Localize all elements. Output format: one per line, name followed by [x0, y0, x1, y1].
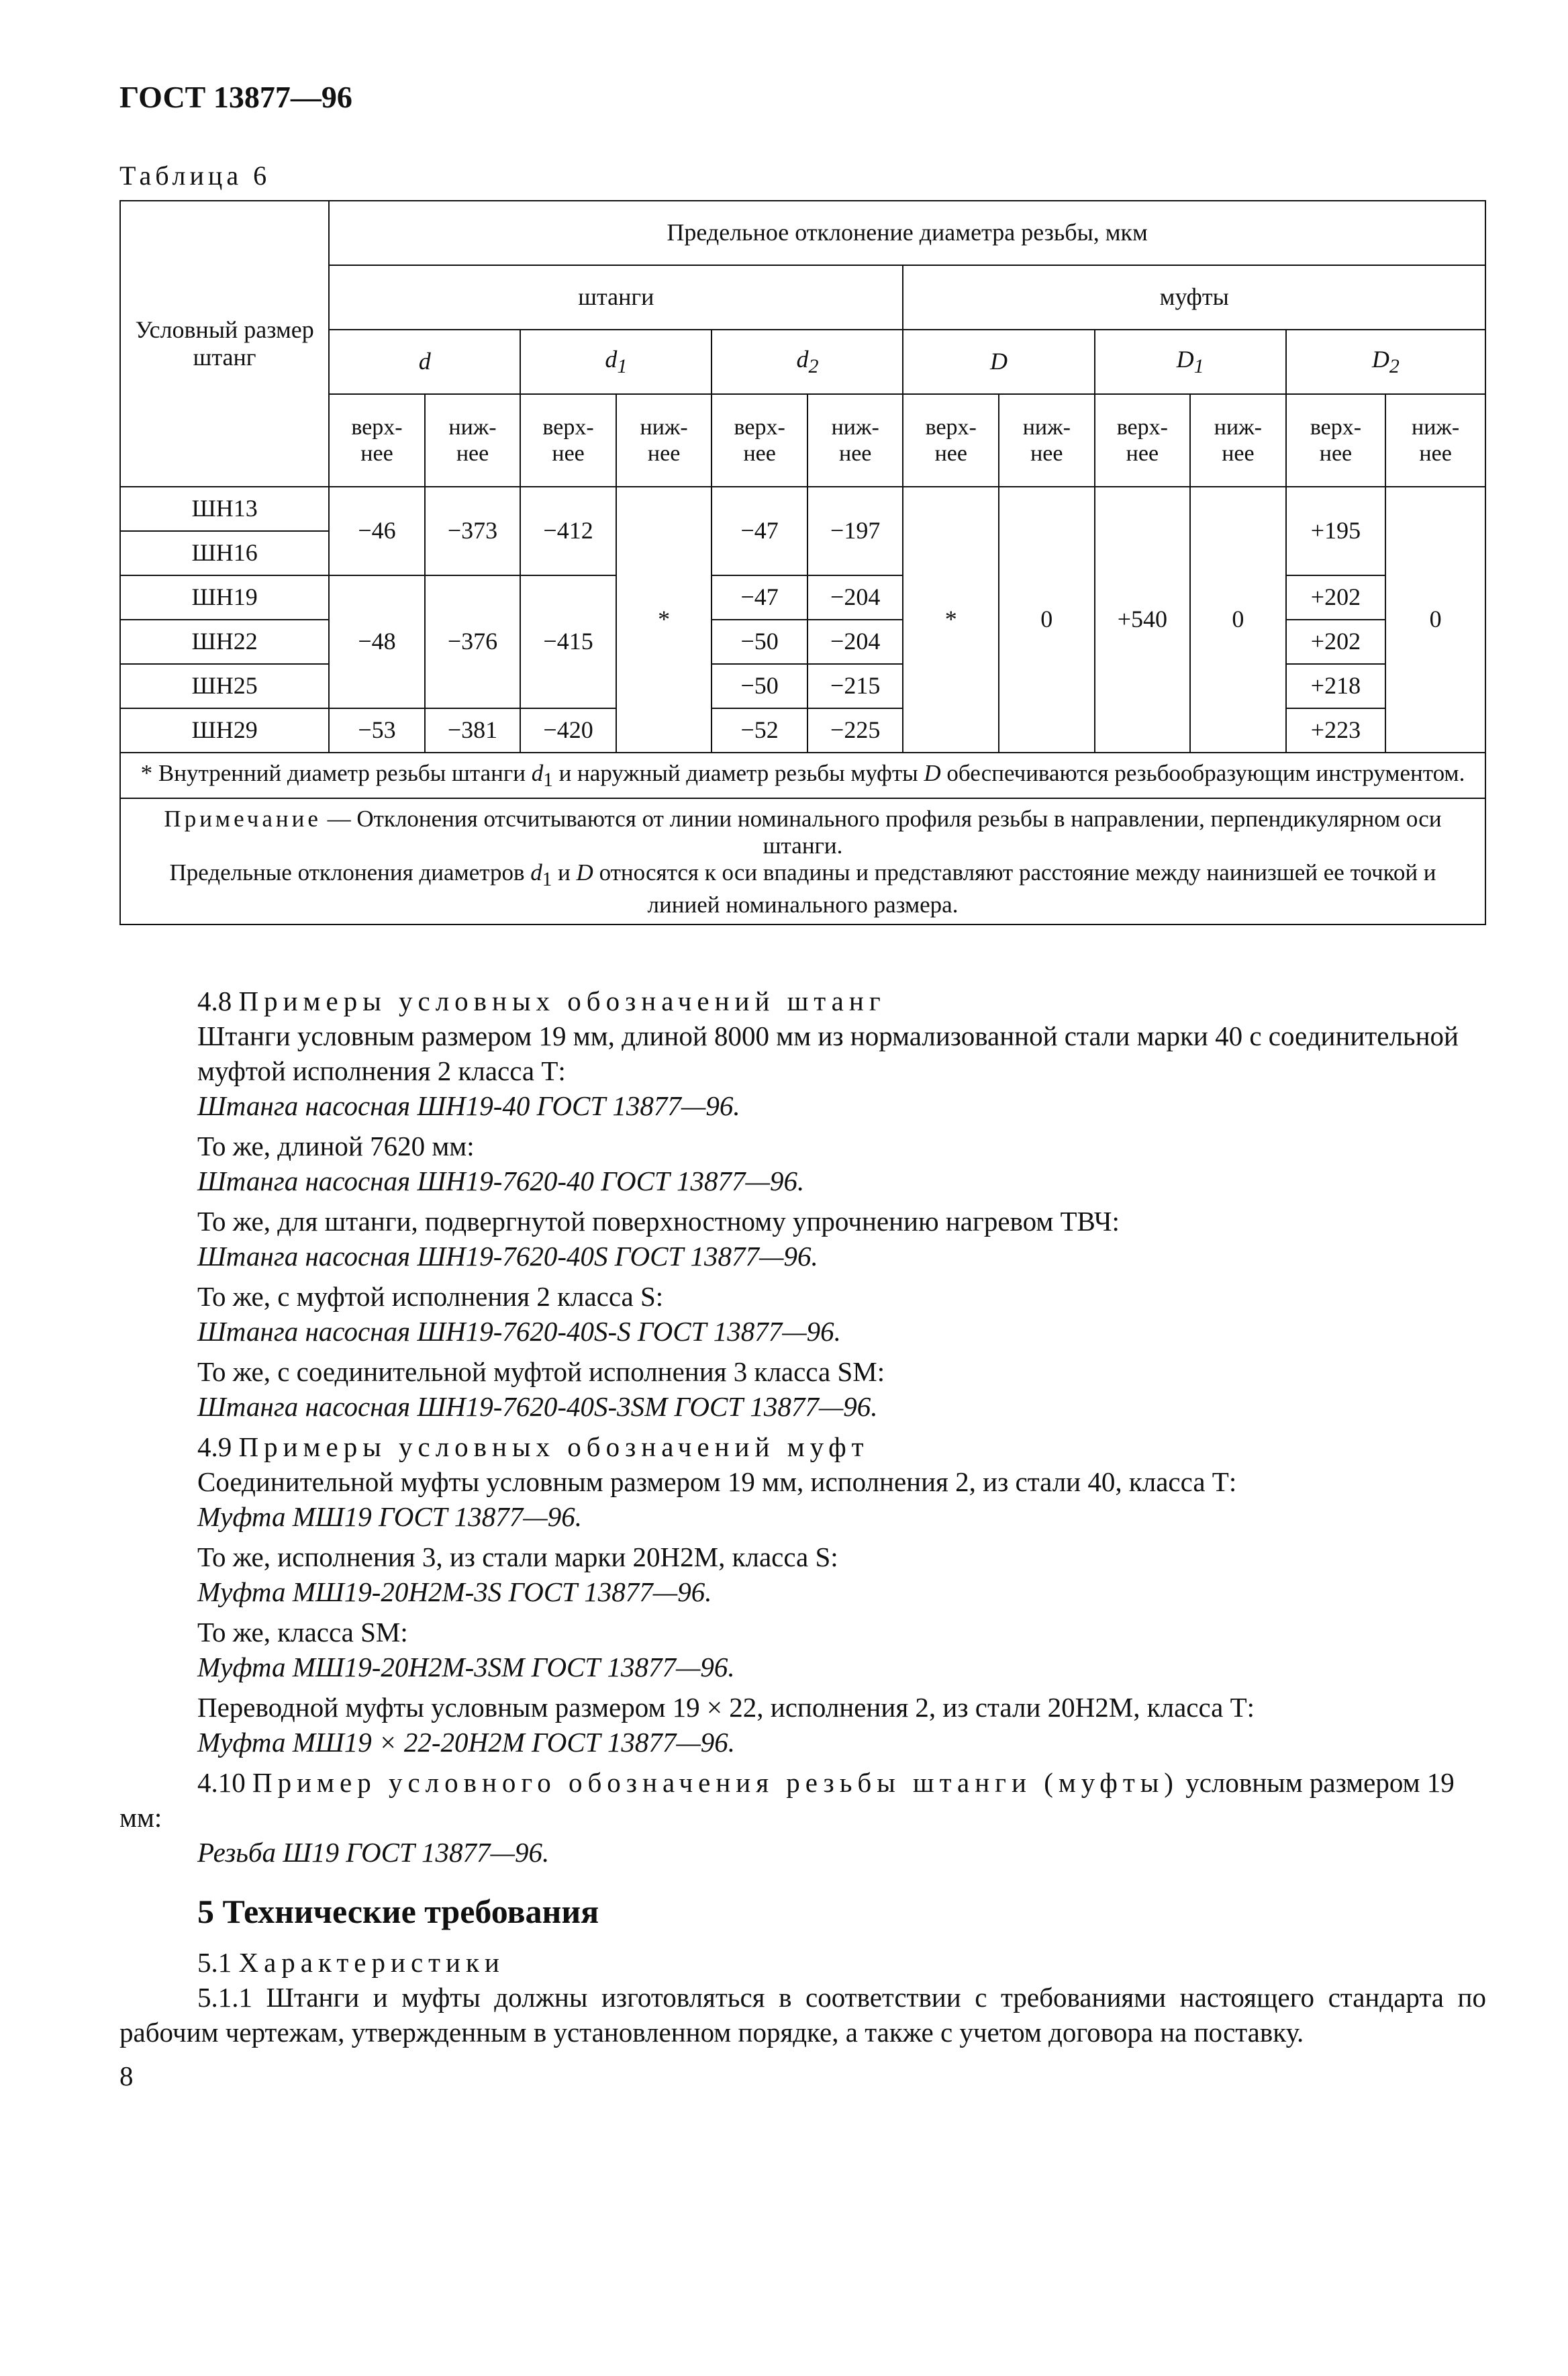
- section-heading-4-10: 4.10 Пример условного обозначения резьбы штанги (муфты) условным размером 19 мм:: [119, 1767, 1455, 1833]
- cell: −415: [520, 575, 616, 708]
- cell: −46: [329, 487, 425, 575]
- upper-header: верх- нее: [903, 394, 999, 487]
- upper-header: верх- нее: [712, 394, 807, 487]
- upper-header: верх- нее: [1286, 394, 1386, 487]
- group-header-coupling: муфты: [903, 265, 1485, 330]
- example-designation: Штанга насосная ШН19-40 ГОСТ 13877—96.: [197, 1090, 740, 1121]
- cell: *: [616, 487, 712, 753]
- cell: −376: [425, 575, 521, 708]
- body-text: [119, 984, 1486, 2050]
- stub-header: Условный размер штанг: [120, 201, 329, 487]
- cell: 0: [1385, 487, 1485, 753]
- table-note-row: [120, 798, 1485, 924]
- cell: −215: [807, 664, 903, 708]
- paragraph: То же, длиной 7620 мм:: [197, 1131, 475, 1161]
- cell: 0: [1190, 487, 1286, 753]
- cell: −52: [712, 708, 807, 753]
- section-heading-4-9: 4.9 Примеры условных обозначений муфт: [197, 1431, 869, 1462]
- upper-header: верх- нее: [329, 394, 425, 487]
- cell: −50: [712, 664, 807, 708]
- paragraph: То же, с соединительной муфтой исполнения 3 класса SM:: [197, 1356, 885, 1387]
- paragraph: Переводной муфты условным размером 19 × 22, исполнения 2, из стали 20Н2М, класса Т:: [197, 1692, 1255, 1723]
- deviation-table: [119, 200, 1486, 925]
- col-d: d: [329, 330, 520, 394]
- main-header: Предельное отклонение диаметра резьбы, мкм: [329, 201, 1485, 265]
- cell: −47: [712, 575, 807, 620]
- lower-header: ниж- нее: [425, 394, 521, 487]
- col-d2: $d_2$: [712, 330, 903, 394]
- paragraph: Соединительной муфты условным размером 19 мм, исполнения 2, из стали 40, класса Т:: [197, 1466, 1237, 1497]
- example-designation: Муфта МШ19 ГОСТ 13877—96.: [197, 1501, 582, 1532]
- row-label: ШН22: [120, 620, 329, 664]
- cell: +202: [1286, 575, 1386, 620]
- example-designation: Штанга насосная ШН19-7620-40S-S ГОСТ 13877—96.: [197, 1316, 841, 1347]
- col-D: D: [903, 330, 1094, 394]
- paragraph: То же, для штанги, подвергнутой поверхностному упрочнению нагревом ТВЧ:: [197, 1206, 1120, 1237]
- example-designation: Муфта МШ19 × 22-20Н2М ГОСТ 13877—96.: [197, 1727, 736, 1758]
- table-caption: Таблица 6: [119, 160, 271, 191]
- note-label: Примечание: [164, 805, 322, 832]
- example-designation: Штанга насосная ШН19-7620-40 ГОСТ 13877—96.: [197, 1166, 805, 1196]
- page-number: 8: [119, 2060, 134, 2091]
- example-designation: Муфта МШ19-20Н2М-3S ГОСТ 13877—96.: [197, 1576, 712, 1607]
- cell: −47: [712, 487, 807, 575]
- row-label: ШН19: [120, 575, 329, 620]
- cell: +223: [1286, 708, 1386, 753]
- section-heading-4-8: 4.8 Примеры условных обозначений штанг: [197, 986, 886, 1016]
- cell: −197: [807, 487, 903, 575]
- cell: −373: [425, 487, 521, 575]
- lower-header: ниж- нее: [616, 394, 712, 487]
- group-header-rod: штанги: [329, 265, 903, 330]
- cell: −420: [520, 708, 616, 753]
- example-designation: Муфта МШ19-20Н2М-3SM ГОСТ 13877—96.: [197, 1652, 735, 1682]
- example-designation: Штанга насосная ШН19-7620-40S-3SM ГОСТ 13877—96.: [197, 1391, 878, 1422]
- paragraph: 5.1.1 Штанги и муфты должны изготовляться в соответствии с требованиями настоящего стандарта по рабочим чертежам, утвержденным в установленном порядке, а также с учетом договора на поставку.: [119, 1982, 1486, 2048]
- row-label: ШН13: [120, 487, 329, 531]
- lower-header: ниж- нее: [1385, 394, 1485, 487]
- cell: 0: [999, 487, 1095, 753]
- table-note: Примечание — Отклонения отсчитываются от линии номинального профиля резьбы в направлении, перпендикулярном оси штанги. Предельные отклонения диаметров $d_1$ и D относятся к оси впадины и представляют расстояние между наинизшей ее точкой и линией номинального размера.: [120, 798, 1485, 924]
- lower-header: ниж- нее: [1190, 394, 1286, 487]
- cell: −225: [807, 708, 903, 753]
- cell: +540: [1095, 487, 1191, 753]
- cell: *: [903, 487, 999, 753]
- table-footnote-row: [120, 753, 1485, 798]
- paragraph: То же, исполнения 3, из стали марки 20Н2М, класса S:: [197, 1541, 838, 1572]
- row-label: ШН25: [120, 664, 329, 708]
- paragraph: Штанги условным размером 19 мм, длиной 8000 мм из нормализованной стали марки 40 с соединительной муфтой исполнения 2 класса Т:: [197, 1020, 1459, 1086]
- upper-header: верх- нее: [520, 394, 616, 487]
- section-heading-5-1: 5.1 Характеристики: [197, 1947, 505, 1978]
- example-designation: Резьба Ш19 ГОСТ 13877—96.: [197, 1837, 550, 1868]
- cell: −204: [807, 575, 903, 620]
- row-label: ШН16: [120, 531, 329, 575]
- col-D1: $D_1$: [1095, 330, 1286, 394]
- cell: +218: [1286, 664, 1386, 708]
- document-code: ГОСТ 13877—96: [119, 80, 352, 114]
- row-label: ШН29: [120, 708, 329, 753]
- upper-header: верх- нее: [1095, 394, 1191, 487]
- table-row: [120, 487, 1485, 531]
- cell: +202: [1286, 620, 1386, 664]
- paragraph: То же, класса SM:: [197, 1617, 408, 1648]
- lower-header: ниж- нее: [999, 394, 1095, 487]
- lower-header: ниж- нее: [807, 394, 903, 487]
- col-d1: $d_1$: [520, 330, 712, 394]
- cell: +195: [1286, 487, 1386, 575]
- cell: −412: [520, 487, 616, 575]
- example-designation: Штанга насосная ШН19-7620-40S ГОСТ 13877—96.: [197, 1241, 818, 1272]
- paragraph: То же, с муфтой исполнения 2 класса S:: [197, 1281, 664, 1312]
- section-title-5: 5 Технические требования: [197, 1893, 599, 1930]
- cell: −50: [712, 620, 807, 664]
- col-D2: $D_2$: [1286, 330, 1485, 394]
- cell: −204: [807, 620, 903, 664]
- table-footnote: * Внутренний диаметр резьбы штанги $d_1$ и наружный диаметр резьбы муфты D обеспечиваются резьбообразующим инструментом.: [120, 753, 1485, 798]
- cell: −381: [425, 708, 521, 753]
- cell: −48: [329, 575, 425, 708]
- cell: −53: [329, 708, 425, 753]
